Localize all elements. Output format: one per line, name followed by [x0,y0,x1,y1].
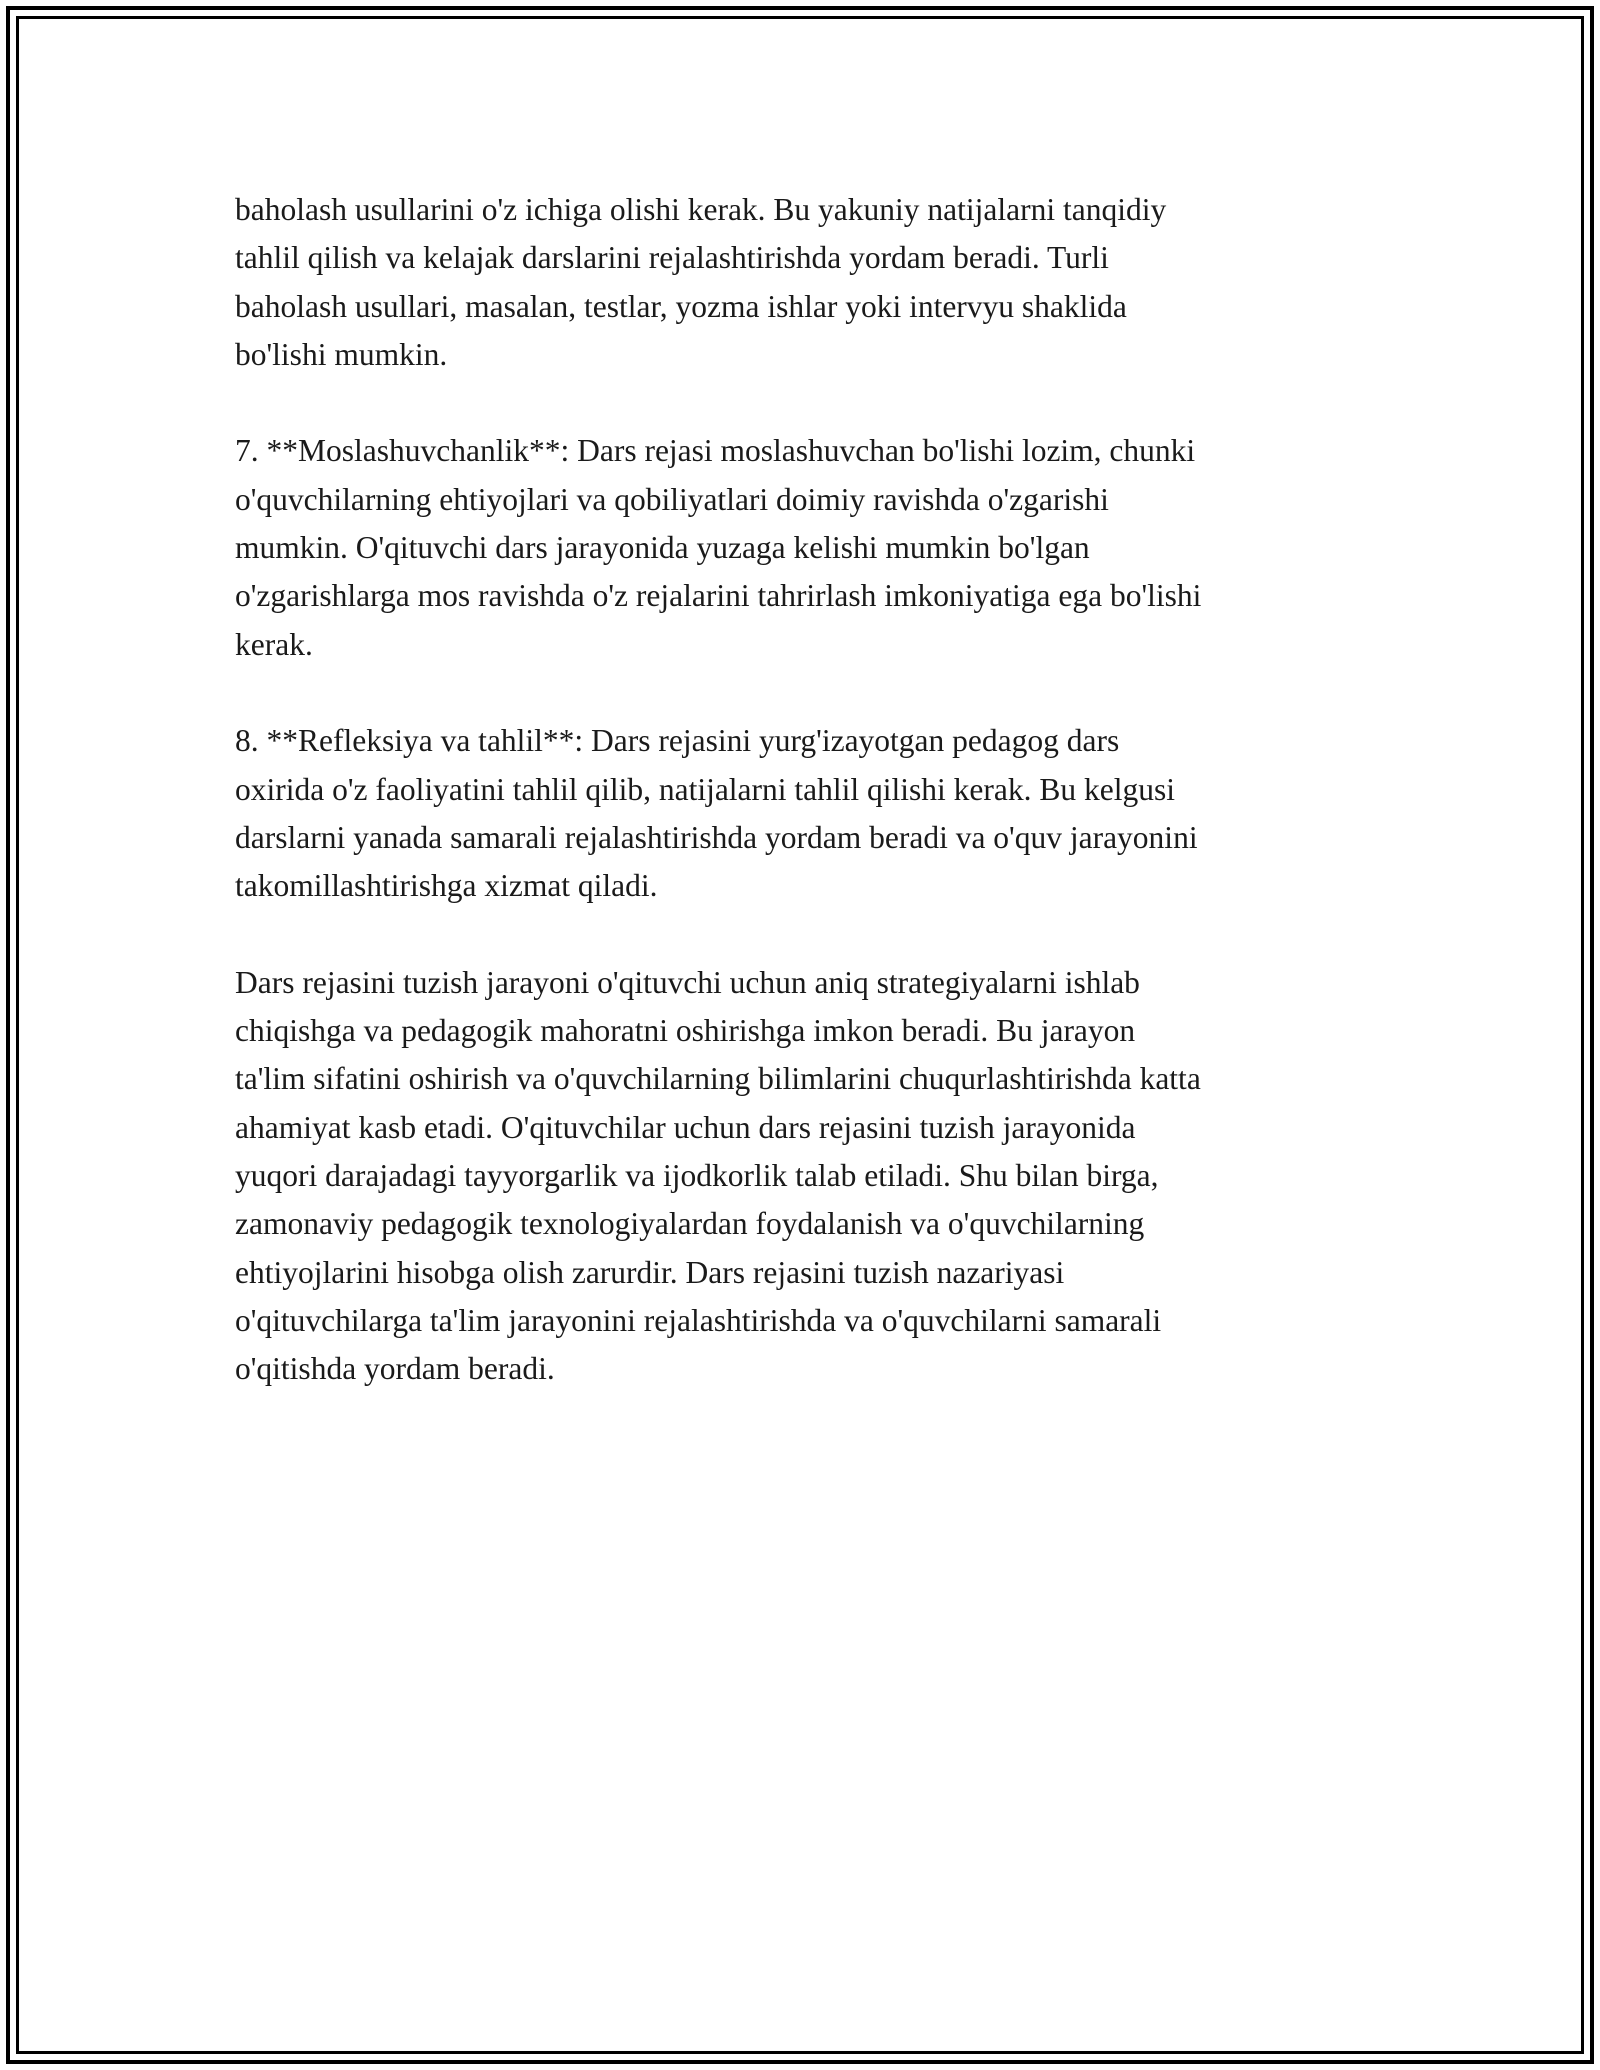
text-line: o'quvchilarning ehtiyojlari va qobiliyatlari doimiy ravishda o'zgarishi [235,481,1109,517]
text-line: baholash usullarini o'z ichiga olishi kerak. Bu yakuniy natijalarni tanqidiy [235,192,1167,227]
text-line: ahamiyat kasb etadi. O'qituvchilar uchun dars rejasini tuzish jarayonida [235,1109,1136,1145]
text-line: bo'lishi mumkin. [235,336,448,372]
text-line: zamonaviy pedagogik texnologiyalardan foydalanish va o'quvchilarning [235,1206,1145,1242]
document-body [235,186,1375,1442]
text-line: baholash usullari, masalan, testlar, yozma ishlar yoki intervyu shaklida [235,288,1127,324]
paragraph-reflection [235,717,1375,910]
text-line: oxirida o'z faoliyatini tahlil qilib, natijalarni tahlil qilishi kerak. Bu kelgusi [235,771,1175,807]
text-line: 7. **Moslashuvchanlik**: Dars rejasi moslashuvchan bo'lishi lozim, chunki [235,433,1196,469]
text-line: darslarni yanada samarali rejalashtirishda yordam beradi va o'quv jarayonini [235,819,1198,855]
paragraph-conclusion [235,959,1375,1394]
text-line: takomillashtirishga xizmat qiladi. [235,868,658,904]
paragraph-assessment [235,186,1375,379]
text-line: o'qitishda yordam beradi. [235,1351,555,1387]
paragraph-flexibility [235,427,1375,668]
text-line: chiqishga va pedagogik mahoratni oshirishga imkon beradi. Bu jarayon [235,1013,1136,1049]
text-line: o'zgarishlarga mos ravishda o'z rejalarini tahrirlash imkoniyatiga ega bo'lishi [235,578,1202,614]
text-line: ehtiyojlarini hisobga olish zarurdir. Dars rejasini tuzish nazariyasi [235,1254,1065,1290]
text-line: 8. **Refleksiya va tahlil**: Dars rejasini yurg'izayotgan pedagog dars [235,723,1120,759]
text-line: kerak. [235,626,313,662]
text-line: mumkin. O'qituvchi dars jarayonida yuzaga kelishi mumkin bo'lgan [235,530,1090,566]
text-line: ta'lim sifatini oshirish va o'quvchilarning bilimlarini chuqurlashtirishda katta [235,1061,1201,1097]
text-line: yuqori darajadagi tayyorgarlik va ijodkorlik talab etiladi. Shu bilan birga, [235,1157,1159,1193]
text-line: tahlil qilish va kelajak darslarini rejalashtirishda yordam beradi. Turli [235,240,1109,276]
text-line: o'qituvchilarga ta'lim jarayonini rejalashtirishda va o'quvchilarni samarali [235,1302,1162,1338]
text-line: Dars rejasini tuzish jarayoni o'qituvchi uchun aniq strategiyalarni ishlab [235,964,1140,1000]
